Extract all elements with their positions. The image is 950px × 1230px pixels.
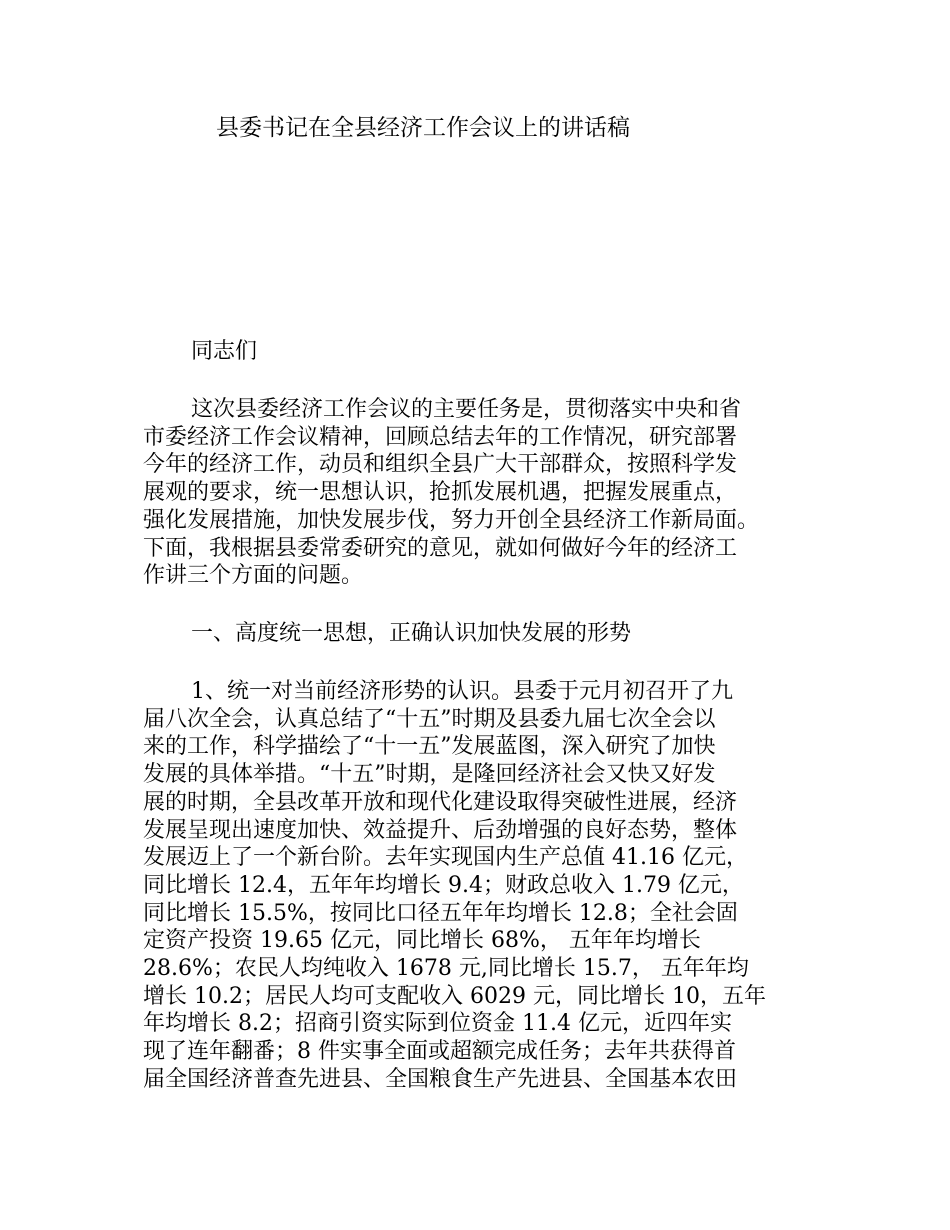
body-line: 届全国经济普查先进县、全国粮食生产先进县、全国基本农田 bbox=[143, 1066, 738, 1092]
body-line: 同比增长 15.5%，按同比口径五年年均增长 12.8；全社会固 bbox=[143, 900, 738, 926]
body-line: 定资产投资 19.65 亿元，同比增长 68%， 五年年均增长 bbox=[143, 928, 701, 954]
body-line: 发展的具体举措。“十五”时期，是隆回经济社会又快又好发 bbox=[143, 762, 716, 788]
body-line: 发展呈现出速度加快、效益提升、后劲增强的良好态势，整体 bbox=[143, 817, 738, 843]
salutation: 同志们 bbox=[191, 339, 258, 364]
body-line: 届八次全会，认真总结了“十五”时期及县委九届七次全会以 bbox=[143, 706, 716, 732]
document-title: 县委书记在全县经济工作会议上的讲话稿 bbox=[216, 115, 630, 141]
body-line: 28.6%；农民人均纯收入 1678 元,同比增长 15.7， 五年年均 bbox=[143, 956, 749, 982]
body-line: 增长 10.2；居民人均可支配收入 6029 元，同比增长 10，五年 bbox=[143, 983, 766, 1009]
intro-line: 强化发展措施，加快发展步伐，努力开创全县经济工作新局面。 bbox=[143, 507, 760, 533]
body-line: 发展迈上了一个新台阶。去年实现国内生产总值 41.16 亿元， bbox=[143, 845, 748, 871]
section-heading-paragraph bbox=[143, 620, 823, 648]
intro-line: 展观的要求，统一思想认识，抢抓发展机遇，把握发展重点， bbox=[143, 480, 738, 506]
intro-line: 作讲三个方面的问题。 bbox=[143, 563, 364, 589]
intro-line: 这次县委经济工作会议的主要任务是，贯彻落实中央和省 bbox=[191, 397, 742, 422]
body-line: 来的工作，科学描绘了“十一五”发展蓝图，深入研究了加快 bbox=[143, 734, 716, 760]
body-line: 现了连年翻番；8 件实事全面或超额完成任务；去年共获得首 bbox=[143, 1039, 736, 1065]
intro-line: 下面，我根据县委常委研究的意见，就如何做好今年的经济工 bbox=[143, 535, 738, 561]
body-paragraph bbox=[143, 678, 823, 1094]
section-heading: 一、高度统一思想，正确认识加快发展的形势 bbox=[191, 621, 632, 646]
intro-line: 市委经济工作会议精神，回顾总结去年的工作情况，研究部署 bbox=[143, 424, 738, 450]
salutation-paragraph bbox=[143, 338, 823, 366]
intro-line: 今年的经济工作，动员和组织全县广大干部群众，按照科学发 bbox=[143, 452, 738, 478]
body-line: 年均增长 8.2；招商引资实际到位资金 11.4 亿元，近四年实 bbox=[143, 1011, 732, 1037]
body-line: 1、统一对当前经济形势的认识。县委于元月初召开了九 bbox=[191, 679, 733, 704]
body-line: 展的时期，全县改革开放和现代化建设取得突破性进展，经济 bbox=[143, 789, 738, 815]
intro-paragraph bbox=[143, 396, 823, 590]
body-line: 同比增长 12.4，五年年均增长 9.4；财政总收入 1.79 亿元， bbox=[143, 872, 744, 898]
